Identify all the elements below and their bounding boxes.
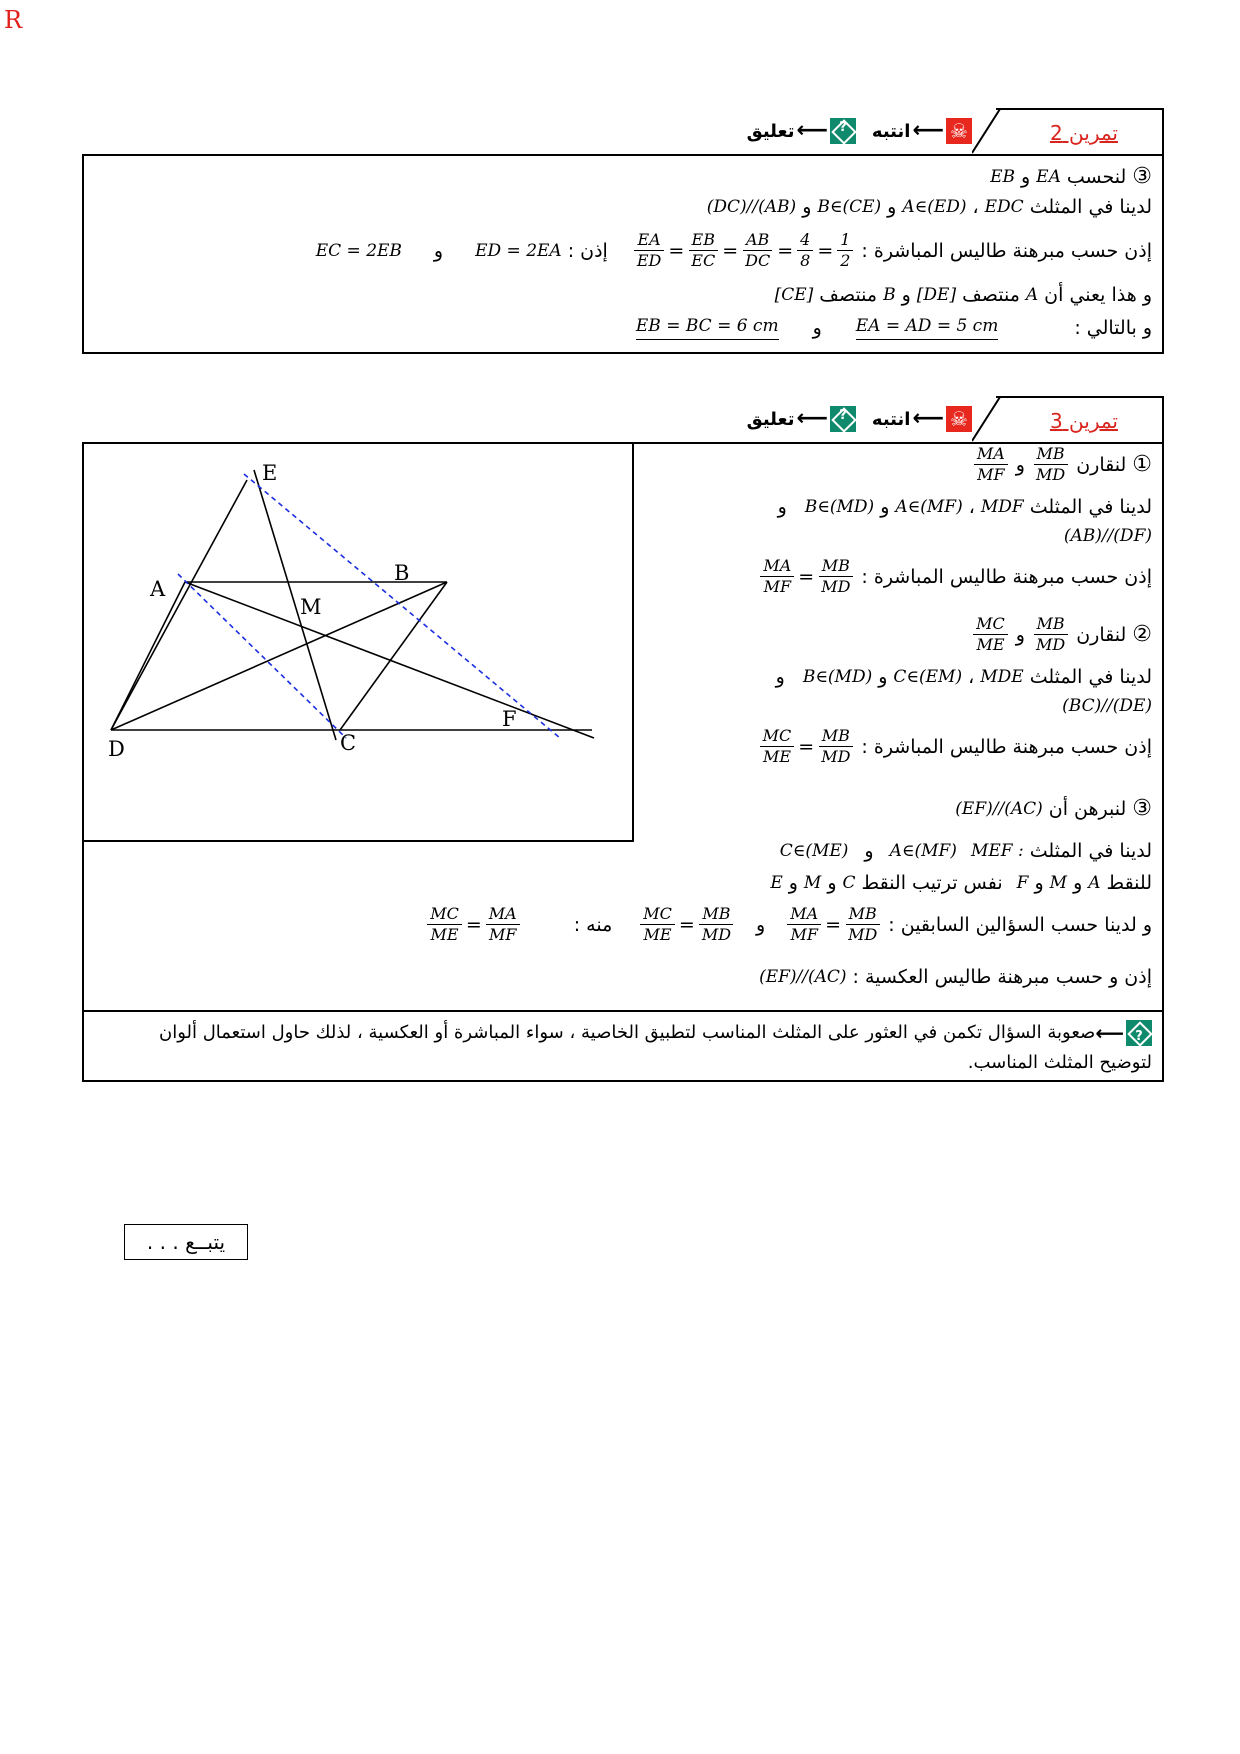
arrow-icon: ⟵: [796, 406, 828, 431]
comment-icon: [830, 406, 856, 432]
skull-icon: ☠: [946, 406, 972, 432]
geometry-figure: [84, 444, 634, 842]
comment-label: ? ⟵ تعليق: [747, 406, 856, 432]
label-m: M: [300, 595, 322, 619]
arrow-icon: ⟵: [912, 406, 944, 431]
exercise-3-title: تمرين 3: [1049, 409, 1118, 433]
ex2-line-4: و هذا يعني أن A منتصف [DE] و B منتصف [CE]: [774, 284, 1152, 306]
comment-icon: [830, 118, 856, 144]
ex3-q3-line-b: للنقط A و M و F نفس ترتيب النقط C و M و E: [770, 872, 1152, 894]
skull-icon: ☠: [946, 118, 972, 144]
dashed-line-ef: [244, 474, 560, 738]
thales-ratios: $\frac{EA}{ED}$ = $\frac{EB}{EC}$ = $\frac{AB}{DC}$ = $\frac{4}{8}$ = $\frac{1}{2}$: [632, 230, 856, 271]
segment-ed: [111, 480, 247, 730]
corner-mark: R: [4, 6, 23, 34]
segment-ad: [111, 582, 185, 730]
ex3-q2-line-c: إذن حسب مبرهنة طاليس المباشرة : $\frac{MC}{ME}$ = $\frac{MB}{MD}$: [758, 726, 1152, 767]
ex3-q3-line-d: إذن و حسب مبرهنة طاليس العكسية : (EF)//(AC): [759, 966, 1152, 988]
ex2-line-5: و بالتالي : EA = AD = 5 cm و EB = BC = 6 cm: [635, 316, 1152, 339]
ex2-line-2: لدينا في المثلث EDC ، A∈(ED) و B∈(CE) و (DC)//(AB): [706, 196, 1152, 218]
ex2-line-1: ③ لنحسب EA و EB: [990, 164, 1152, 189]
exercise-3-tab: [996, 396, 1164, 442]
exercise-2-header: [82, 108, 1164, 154]
label-c: C: [340, 731, 357, 755]
label-e: E: [262, 461, 278, 485]
ex3-q1: ① لنقارن $\frac{MB}{MD}$ و $\frac{MA}{MF}$: [972, 444, 1152, 485]
continue-label: يتبــع . . .: [124, 1224, 248, 1260]
ex3-q1-line-b: (AB)//(DF): [1063, 526, 1152, 546]
ex3-q3-line-a: لدينا في المثلث MEF : A∈(MF) و C∈(ME): [779, 840, 1152, 862]
arrow-icon: ⟵: [1095, 1021, 1124, 1045]
label-d: D: [108, 737, 125, 761]
exercise-2-box: [82, 154, 1164, 354]
exercise-2-title: تمرين 2: [1049, 121, 1118, 145]
ex3-q2: ② لنقارن $\frac{MB}{MD}$ و $\frac{MC}{ME}$: [971, 614, 1152, 655]
comment-icon: [1126, 1020, 1152, 1046]
comment-note: ? ⟵ صعوبة السؤال تكمن في العثور على المثلث المناسب لتطبيق الخاصية ، سواء المباشرة أو العكسية ، لذلك حاول استعمال ألوان لتوضيح المثلث المناسب.: [84, 1012, 1162, 1080]
exercise-3-box: [82, 442, 1164, 1082]
attention-label: ☠ ⟵ انتبه: [872, 118, 972, 144]
ex3-q3-line-c: و لدينا حسب السؤالين السابقين : $\frac{MA}{MF}$ = $\frac{MB}{MD}$ و $\frac{MC}{ME}$ = $\frac{MB}{MD}$ منه : $\frac{MC}{ME}$ = $\frac{MA}{MF}$: [425, 904, 1152, 945]
ex3-q1-line-a: لدينا في المثلث MDF ، A∈(MF) و B∈(MD) و: [777, 496, 1152, 518]
label-b: B: [394, 561, 410, 585]
exercise-3-header: [82, 396, 1164, 442]
exercise-2-tab: [996, 108, 1164, 154]
label-a: A: [150, 577, 166, 601]
segment-db: [111, 582, 447, 730]
comment-label: ? ⟵ تعليق: [747, 118, 856, 144]
ex2-line-3: إذن حسب مبرهنة طاليس المباشرة : $\frac{EA}{ED}$ = $\frac{EB}{EC}$ = $\frac{AB}{DC}$ = $\frac{4}{8}$ = $\frac{1}{2}$ إذن : ED = 2EA و EC = 2EB: [315, 230, 1152, 270]
arrow-icon: ⟵: [912, 118, 944, 143]
ex3-q2-line-a: لدينا في المثلث MDE ، C∈(EM) و B∈(MD) و: [775, 666, 1152, 688]
line-af-extended: [185, 582, 594, 738]
ex3-q3: ③ لنبرهن أن (EF)//(AC): [955, 796, 1152, 821]
figure-svg: [84, 444, 632, 840]
label-f: F: [502, 707, 517, 731]
segment-bc: [340, 582, 447, 730]
arrow-icon: ⟵: [796, 118, 828, 143]
line-ce-extended: [254, 470, 336, 740]
ex3-q2-line-b: (BC)//(DE): [1062, 696, 1152, 716]
attention-label: ☠ ⟵ انتبه: [872, 406, 972, 432]
ex3-q1-line-c: إذن حسب مبرهنة طاليس المباشرة : $\frac{MA}{MF}$ = $\frac{MB}{MD}$: [758, 556, 1152, 597]
